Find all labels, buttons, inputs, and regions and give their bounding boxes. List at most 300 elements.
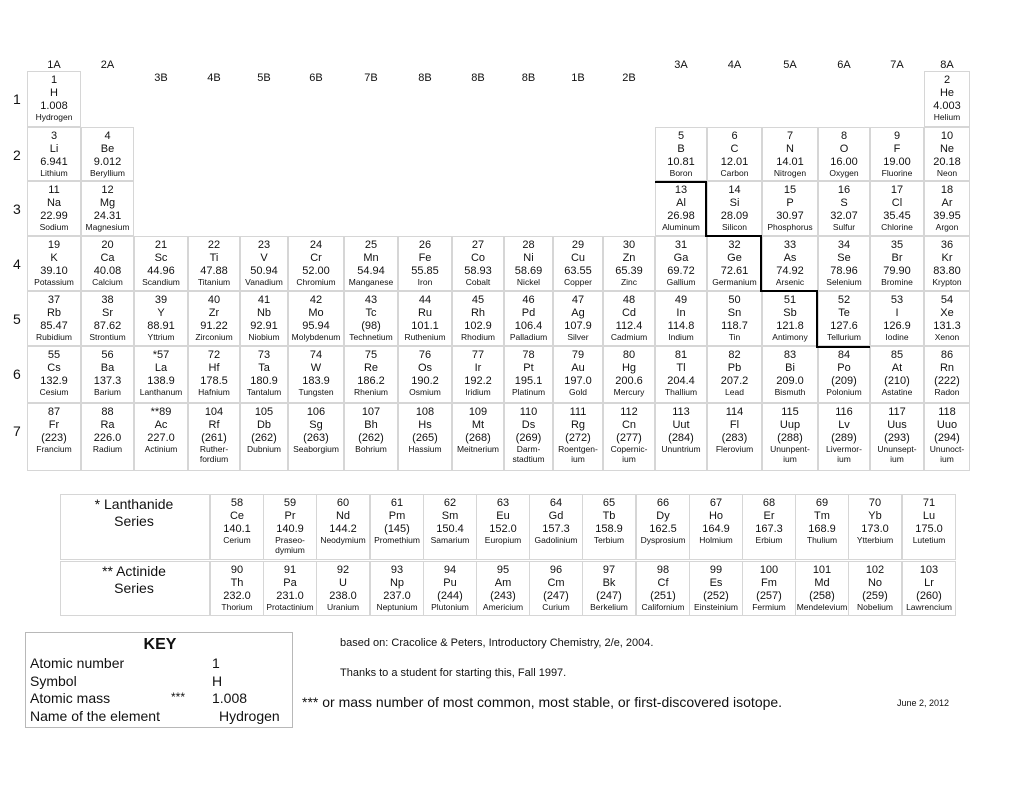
date-note: June 2, 2012 [897,698,950,708]
element-symbol: Ne [939,143,955,155]
atomic-number: 26 [418,239,432,251]
element-cell-zn[interactable] [603,236,655,291]
key-box [25,632,293,728]
element-symbol: U [339,577,347,589]
element-cell-rh[interactable] [452,291,504,346]
element-cell-fm[interactable] [742,561,796,616]
element-cell-rg[interactable] [553,403,603,471]
element-cell-bk[interactable] [582,561,636,616]
atomic-number: 35 [890,239,904,251]
atomic-mass: 126.9 [883,320,911,332]
element-name: Sulfur [832,222,856,232]
atomic-mass: 200.6 [615,375,643,387]
element-cell-as[interactable] [762,236,818,291]
element-symbol: Mt [471,419,485,431]
element-symbol: Ga [673,252,689,264]
element-cell-c[interactable] [707,127,762,181]
atomic-mass: 39.95 [933,210,961,222]
element-cell-sn[interactable] [707,291,762,346]
element-symbol: Rh [470,307,486,319]
element-cell-sc[interactable] [134,236,188,291]
atomic-mass: (269) [515,432,542,444]
atomic-number: 112 [620,406,638,418]
element-cell-pt[interactable] [504,346,553,403]
element-cell-dy[interactable] [636,494,690,560]
element-name: Xenon [934,332,960,342]
atomic-mass: (260) [916,590,942,602]
atomic-mass: 16.00 [830,156,858,168]
atomic-number: 46 [522,294,535,306]
atomic-mass: 138.9 [147,375,175,387]
element-name: Gadolinium [534,535,578,545]
atomic-number: 113 [672,406,690,418]
element-cell-mo[interactable] [288,291,344,346]
element-symbol: V [260,252,268,264]
element-name: Tungsten [298,387,334,397]
element-cell-ag[interactable] [553,291,603,346]
element-cell-am[interactable] [476,561,530,616]
element-cell-ta[interactable] [240,346,288,403]
element-cell-lu[interactable] [902,494,956,560]
atomic-number: 48 [622,294,636,306]
element-cell-uuo[interactable] [924,403,970,471]
element-cell-sb[interactable] [762,291,818,346]
element-symbol: F [893,143,901,155]
element-cell-se[interactable] [818,236,870,291]
atomic-number: 84 [837,349,851,361]
element-cell-bh[interactable] [344,403,398,471]
period-label-1: 1 [13,91,21,107]
element-name: Plutonium [431,602,469,612]
element-cell-rn[interactable] [924,346,970,403]
element-name: Selenium [826,277,862,287]
element-cell-ca[interactable] [81,236,134,291]
key-value-symbol: H [212,673,223,689]
element-name: Neodymium [320,535,366,545]
element-cell-yb[interactable] [848,494,902,560]
group-label-8b: 8B [418,72,432,84]
element-name: Flerovium [715,444,754,454]
atomic-number: 51 [783,294,797,306]
element-cell-cf[interactable] [636,561,690,616]
element-cell-mg[interactable] [81,181,134,236]
element-cell-mn[interactable] [344,236,398,291]
element-cell-pm[interactable] [370,494,424,560]
element-cell-cl[interactable] [870,181,924,236]
atomic-number: 102 [865,564,885,576]
period-label-5: 5 [13,311,21,327]
element-name: Dubnium [246,444,282,454]
atomic-mass: 238.0 [329,590,357,602]
element-cell-ni[interactable] [504,236,553,291]
element-cell-rb[interactable] [27,291,81,346]
element-symbol: Ra [100,419,115,431]
element-cell-pr[interactable] [263,494,317,560]
key-value-atomic-mass: 1.008 [212,690,248,706]
element-cell-n[interactable] [762,127,818,181]
period-label-6: 6 [13,366,21,382]
element-name: Nitrogen [773,168,807,178]
element-cell-re[interactable] [344,346,398,403]
element-symbol: W [310,362,322,374]
element-cell-cr[interactable] [288,236,344,291]
atomic-number: 29 [571,239,585,251]
element-name: Terbium [593,535,625,545]
element-name: Rubidium [36,332,72,342]
element-name: Promethium [374,535,420,545]
atomic-mass: (145) [384,523,410,535]
atomic-mass: 19.00 [883,156,911,168]
element-cell-sr[interactable] [81,291,134,346]
element-name: Astatine [881,387,913,397]
element-cell-hg[interactable] [603,346,655,403]
atomic-number: 118 [938,406,956,418]
element-cell-ir[interactable] [452,346,504,403]
element-name: Mendelevium [796,602,848,612]
atomic-number: 103 [919,564,939,576]
element-cell-p[interactable] [762,181,818,236]
atomic-mass: (251) [650,590,676,602]
element-cell-fr[interactable] [27,403,81,471]
atomic-number: 58 [230,497,244,509]
element-symbol: Ho [708,510,724,522]
atomic-mass: 6.941 [40,156,68,168]
group-label-5a: 5A [783,59,797,71]
element-cell-ti[interactable] [188,236,240,291]
atomic-mass: 192.2 [464,375,492,387]
element-cell-si[interactable] [707,181,762,236]
element-cell-zr[interactable] [188,291,240,346]
atomic-number: 79 [571,349,585,361]
atomic-mass: 144.2 [329,523,357,535]
element-cell-ge[interactable] [707,236,762,291]
element-cell-fl[interactable] [707,403,762,471]
element-name: Silver [567,332,589,342]
element-name: Barium [94,387,121,397]
element-cell-at[interactable] [870,346,924,403]
atomic-mass: 69.72 [667,265,695,277]
atomic-number: 44 [418,294,432,306]
element-cell-nd[interactable] [316,494,370,560]
atomic-number: 98 [656,564,670,576]
source-note: based on: Cracolice & Peters, Introductory Chemistry, 2/e, 2004. [340,637,654,649]
element-cell-fe[interactable] [398,236,452,291]
element-cell-tc[interactable] [344,291,398,346]
atomic-mass: (243) [490,590,516,602]
atomic-mass: 14.01 [776,156,804,168]
atomic-mass: 50.94 [250,265,278,277]
element-name: Nickel [516,277,541,287]
element-name: Rhodium [460,332,496,342]
element-cell-co[interactable] [452,236,504,291]
element-cell-cu[interactable] [553,236,603,291]
element-symbol: Re [363,362,379,374]
atomic-mass: 118.7 [721,320,748,332]
element-cell-db[interactable] [240,403,288,471]
atomic-number: 80 [622,349,636,361]
element-name: Copernic- ium [610,444,648,464]
element-symbol: Lu [922,510,936,522]
element-symbol: Sc [154,252,168,264]
element-cell-ne[interactable] [924,127,970,181]
key-value-atomic-number: 1 [212,655,220,671]
element-cell-na[interactable] [27,181,81,236]
atomic-number: 3 [50,130,58,142]
element-cell-au[interactable] [553,346,603,403]
atomic-number: 23 [257,239,271,251]
atomic-number: 11 [48,184,60,196]
element-name: Strontium [89,332,126,342]
atomic-number: 73 [257,349,271,361]
element-symbol: C [730,143,739,155]
atomic-number: 104 [204,406,224,418]
element-cell-y[interactable] [134,291,188,346]
group-label-4b: 4B [207,72,221,84]
key-value-element-name: Hydrogen [219,708,280,724]
atomic-number: 87 [47,406,61,418]
isotope-footnote: *** or mass number of most common, most stable, or first-discovered isotope. [302,694,783,710]
element-cell-te[interactable] [818,291,870,346]
element-cell-w[interactable] [288,346,344,403]
element-symbol: Ta [258,362,270,374]
element-symbol: Hg [621,362,637,374]
element-name: Argon [935,222,959,232]
element-symbol: Cu [570,252,586,264]
group-label-1b: 1B [571,72,585,84]
element-cell-lr[interactable] [902,561,956,616]
element-cell-uut[interactable] [655,403,707,471]
element-symbol: Cm [547,577,565,589]
element-cell-ar[interactable] [924,181,970,236]
element-cell-np[interactable] [370,561,424,616]
element-cell-no[interactable] [848,561,902,616]
element-cell-es[interactable] [689,561,743,616]
element-name: Technetium [349,332,393,342]
metalloid-boundary-line [705,181,707,237]
element-cell-sg[interactable] [288,403,344,471]
element-cell-s[interactable] [818,181,870,236]
element-cell-pd[interactable] [504,291,553,346]
element-cell-ds[interactable] [504,403,553,471]
element-symbol: Ba [100,362,115,374]
atomic-mass: 137.3 [93,375,122,387]
atomic-mass: 47.88 [200,265,228,277]
element-name: Sodium [39,222,69,232]
element-symbol: H [50,87,58,99]
element-cell-ga[interactable] [655,236,707,291]
element-name: Cadmium [610,332,648,342]
atomic-number: 62 [443,497,457,509]
element-symbol: Cn [621,419,637,431]
element-cell-o[interactable] [818,127,870,181]
atomic-number: **89 [150,406,172,418]
element-cell-gd[interactable] [529,494,583,560]
element-cell-hf[interactable] [188,346,240,403]
element-symbol: Er [763,510,775,522]
element-name: Erbium [755,535,783,545]
atomic-number: 14 [728,184,741,196]
atomic-mass: 9.012 [93,156,122,168]
element-cell-tm[interactable] [795,494,849,560]
element-cell-al[interactable] [655,181,707,236]
atomic-mass: 87.62 [93,320,122,332]
element-symbol: Sm [441,510,459,522]
atomic-number: 2 [943,74,951,86]
element-cell-be[interactable] [81,127,134,181]
atomic-mass: 121.8 [776,320,804,332]
element-symbol: Mg [99,197,116,209]
element-symbol: Co [470,252,486,264]
element-cell-uup[interactable] [762,403,818,471]
element-symbol: Fm [761,577,777,589]
element-name: Calcium [92,277,123,287]
element-cell-cs[interactable] [27,346,81,403]
atomic-mass: (262) [358,432,384,444]
element-cell-ce[interactable] [210,494,264,560]
element-symbol: Po [837,362,851,374]
element-cell-cd[interactable] [603,291,655,346]
element-cell-pb[interactable] [707,346,762,403]
element-cell-po[interactable] [818,346,870,403]
element-name: Iridium [465,387,491,397]
atomic-mass: (262) [251,432,277,444]
element-symbol: As [783,252,797,264]
element-symbol: Sr [102,307,113,319]
element-name: Uranium [326,602,360,612]
element-cell-eu[interactable] [476,494,530,560]
element-name: Yttrium [147,332,175,342]
atomic-mass: 175.0 [915,523,943,535]
element-symbol: Fr [48,419,60,431]
atomic-mass: 20.18 [933,156,961,168]
atomic-number: 19 [47,239,61,251]
element-name: Tin [728,332,741,342]
element-name: Platinum [511,387,546,397]
atomic-number: 96 [549,564,563,576]
atomic-number: 86 [940,349,954,361]
element-cell-in[interactable] [655,291,707,346]
element-cell-cn[interactable] [603,403,655,471]
element-symbol: Be [100,143,115,155]
element-cell-pu[interactable] [423,561,477,616]
element-cell-rf[interactable] [188,403,240,471]
element-cell-hs[interactable] [398,403,452,471]
atomic-number: 65 [602,497,616,509]
atomic-number: 116 [835,406,853,418]
element-cell-cm[interactable] [529,561,583,616]
element-name: Ruther- fordium [199,444,229,464]
atomic-number: 27 [471,239,485,251]
key-label-atomic-mass: Atomic mass [30,690,111,706]
element-cell-sm[interactable] [423,494,477,560]
atomic-mass: 132.9 [40,375,68,387]
element-name: Niobium [248,332,280,342]
element-cell-kr[interactable] [924,236,970,291]
group-label-6a: 6A [837,59,851,71]
element-cell-uus[interactable] [870,403,924,471]
atomic-number: 70 [868,497,882,509]
element-symbol: Cs [47,362,61,374]
atomic-number: 81 [674,349,688,361]
element-cell-lv[interactable] [818,403,870,471]
element-cell-bi[interactable] [762,346,818,403]
element-name: Tellurium [826,332,861,342]
atomic-mass: 106.4 [514,320,543,332]
element-cell-ho[interactable] [689,494,743,560]
group-label-8a: 8A [940,59,954,71]
element-name: Berkelium [590,602,628,612]
atomic-number: 50 [728,294,741,306]
element-symbol: Cf [657,577,669,589]
element-cell-pa[interactable] [263,561,317,616]
atomic-mass: 152.0 [489,523,517,535]
atomic-number: 1 [50,74,58,86]
atomic-number: 69 [815,497,829,509]
element-cell-ba[interactable] [81,346,134,403]
element-symbol: Pd [521,307,536,319]
element-cell-th[interactable] [210,561,264,616]
atomic-number: 109 [468,406,488,418]
element-cell-f[interactable] [870,127,924,181]
element-cell-ac[interactable] [134,403,188,471]
atomic-mass: 167.3 [755,523,783,535]
element-cell-tl[interactable] [655,346,707,403]
element-cell-k[interactable] [27,236,81,291]
element-cell-li[interactable] [27,127,81,181]
atomic-mass: 24.31 [93,210,122,222]
element-cell-xe[interactable] [924,291,970,346]
element-symbol: Br [891,252,903,264]
element-name: Livermor- ium [826,444,862,464]
group-label-6b: 6B [309,72,323,84]
atomic-mass: 226.0 [93,432,122,444]
element-name: Tantalum [246,387,282,397]
element-cell-er[interactable] [742,494,796,560]
element-symbol: Lv [838,419,850,431]
element-symbol: Pm [388,510,406,522]
atomic-mass: 12.01 [720,156,749,168]
element-cell-h[interactable] [27,71,81,127]
element-cell-i[interactable] [870,291,924,346]
element-cell-tb[interactable] [582,494,636,560]
atomic-mass: 150.4 [436,523,464,535]
element-name: Mercury [613,387,645,397]
element-name: Molybdenum [291,332,341,342]
atomic-mass: (258) [809,590,835,602]
element-cell-ra[interactable] [81,403,134,471]
element-cell-ru[interactable] [398,291,452,346]
atomic-mass: 83.80 [933,265,961,277]
element-cell-br[interactable] [870,236,924,291]
element-cell-u[interactable] [316,561,370,616]
atomic-number: 95 [496,564,510,576]
element-cell-la[interactable] [134,346,188,403]
atomic-mass: 40.08 [93,265,122,277]
element-cell-md[interactable] [795,561,849,616]
element-cell-b[interactable] [655,127,707,181]
atomic-number: 111 [569,406,587,418]
atomic-mass: 102.9 [464,320,492,332]
element-cell-v[interactable] [240,236,288,291]
element-cell-he[interactable] [924,71,970,127]
element-name: Praseo- dymium [275,535,305,555]
element-cell-os[interactable] [398,346,452,403]
element-name: Polonium [826,387,862,397]
element-cell-nb[interactable] [240,291,288,346]
atomic-mass: (257) [756,590,782,602]
element-symbol: Bk [602,577,616,589]
element-cell-mt[interactable] [452,403,504,471]
